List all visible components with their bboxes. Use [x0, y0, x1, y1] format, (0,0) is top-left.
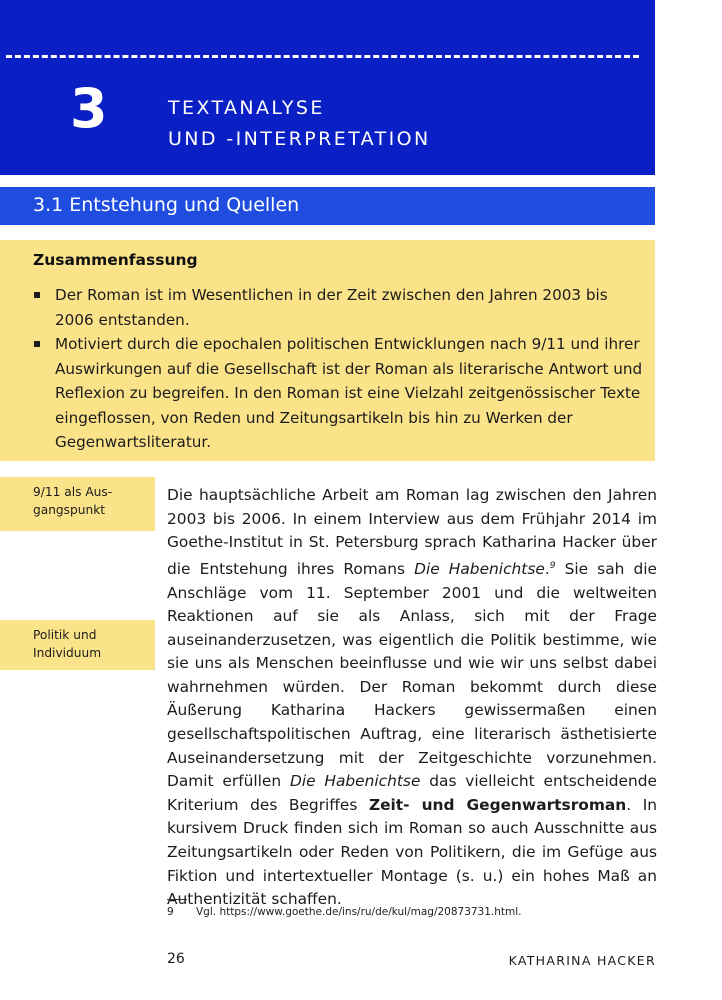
- body-paragraph: [167, 484, 657, 912]
- chapter-title-line-1: TEXTANALYSE: [168, 97, 325, 119]
- book-title: Die Habenichtse: [289, 772, 421, 791]
- body-text-run: .: [544, 559, 550, 578]
- summary-list: [33, 283, 648, 455]
- margin-note-politik: [0, 620, 155, 670]
- chapter-title: [168, 93, 431, 155]
- footnote: [167, 906, 522, 918]
- summary-heading: Zusammenfassung: [33, 251, 198, 269]
- margin-note-9-11: [0, 477, 155, 531]
- bullet-square-icon: [34, 292, 40, 298]
- summary-box: [0, 240, 655, 461]
- margin-note-line: gangspunkt: [33, 503, 106, 517]
- key-term: Zeit- und Gegenwartsroman: [368, 795, 627, 814]
- margin-note-line: 9/11 als Aus-: [33, 485, 113, 499]
- dashed-divider: [6, 55, 639, 58]
- running-head: KATHARINA HACKER: [508, 953, 656, 968]
- body-text: [167, 484, 657, 912]
- section-header: [0, 187, 655, 225]
- chapter-number: 3: [70, 77, 108, 140]
- summary-item: [33, 283, 648, 332]
- summary-item-text: Der Roman ist im Wesentlichen in der Zeit zwischen den Jahren 2003 bis 2006 entstanden.: [55, 286, 608, 329]
- footnote-ref[interactable]: 9: [549, 560, 556, 571]
- book-title: Die Habenichtse: [414, 559, 545, 578]
- body-text-run: Sie sah die Anschläge vom 11. September 2001 und die weltweiten Reaktionen auf sie als Anlass, sich mit der Frage auseinanderzusetzen, was eigentlich die Politik bestimme, wie sie uns als Menschen beeinflusse und wie wir uns selbst dabei wahrnehmen würden. Der Roman bekommt durch diese Äußerung Katharina Hackers gewissermaßen einen gesellschaftspolitischen Auftrag, eine literarisch ästhetisierte Auseinandersetzung mit der Zeitgeschichte vorzunehmen. Damit erfüllen: [167, 559, 657, 791]
- footnote-rule: [167, 899, 187, 900]
- page-number: 26: [167, 951, 185, 967]
- section-title: 3.1 Entstehung und Quellen: [33, 194, 300, 216]
- body-text-run: Die hauptsächliche Arbeit am Roman lag zwischen den Jahren 2003 bis 2006. In einem Interview aus dem Frühjahr 2014 im Goethe-Institut in St. Petersburg sprach Katharina Hacker über die Entstehung ihres Romans: [167, 486, 657, 578]
- footnote-number: 9: [167, 906, 174, 918]
- bullet-square-icon: [34, 341, 40, 347]
- margin-note-line: Individuum: [33, 646, 102, 660]
- footnote-text[interactable]: Vgl. https://www.goethe.de/ins/ru/de/kul/mag/20873731.html.: [196, 906, 522, 918]
- body-text-run: . In kursivem Druck finden sich im Roman so auch Ausschnitte aus Zeitungsartikeln oder Reden von Politikern, die im Gefüge aus Fiktion und intertextueller Montage (s. u.) ein hohes Maß an Authentizität schaffen.: [167, 795, 657, 909]
- chapter-header: [0, 0, 655, 175]
- body-text-run: das vielleicht entscheidende Kriterium des Begriffes: [167, 772, 657, 814]
- chapter-title-line-2: UND -INTERPRETATION: [168, 128, 431, 150]
- margin-note-line: Politik und: [33, 628, 97, 642]
- summary-item: [33, 332, 648, 455]
- summary-item-text: Motiviert durch die epochalen politischen Entwicklungen nach 9/11 und ihrer Auswirkungen auf die Gesellschaft ist der Roman als literarische Antwort und Reflexion zu begreifen. In den Roman ist eine Vielzahl zeitgenössischer Texte eingeflossen, von Reden und Zeitungsartikeln bis hin zu Werken der Gegenwartsliteratur.: [55, 335, 643, 451]
